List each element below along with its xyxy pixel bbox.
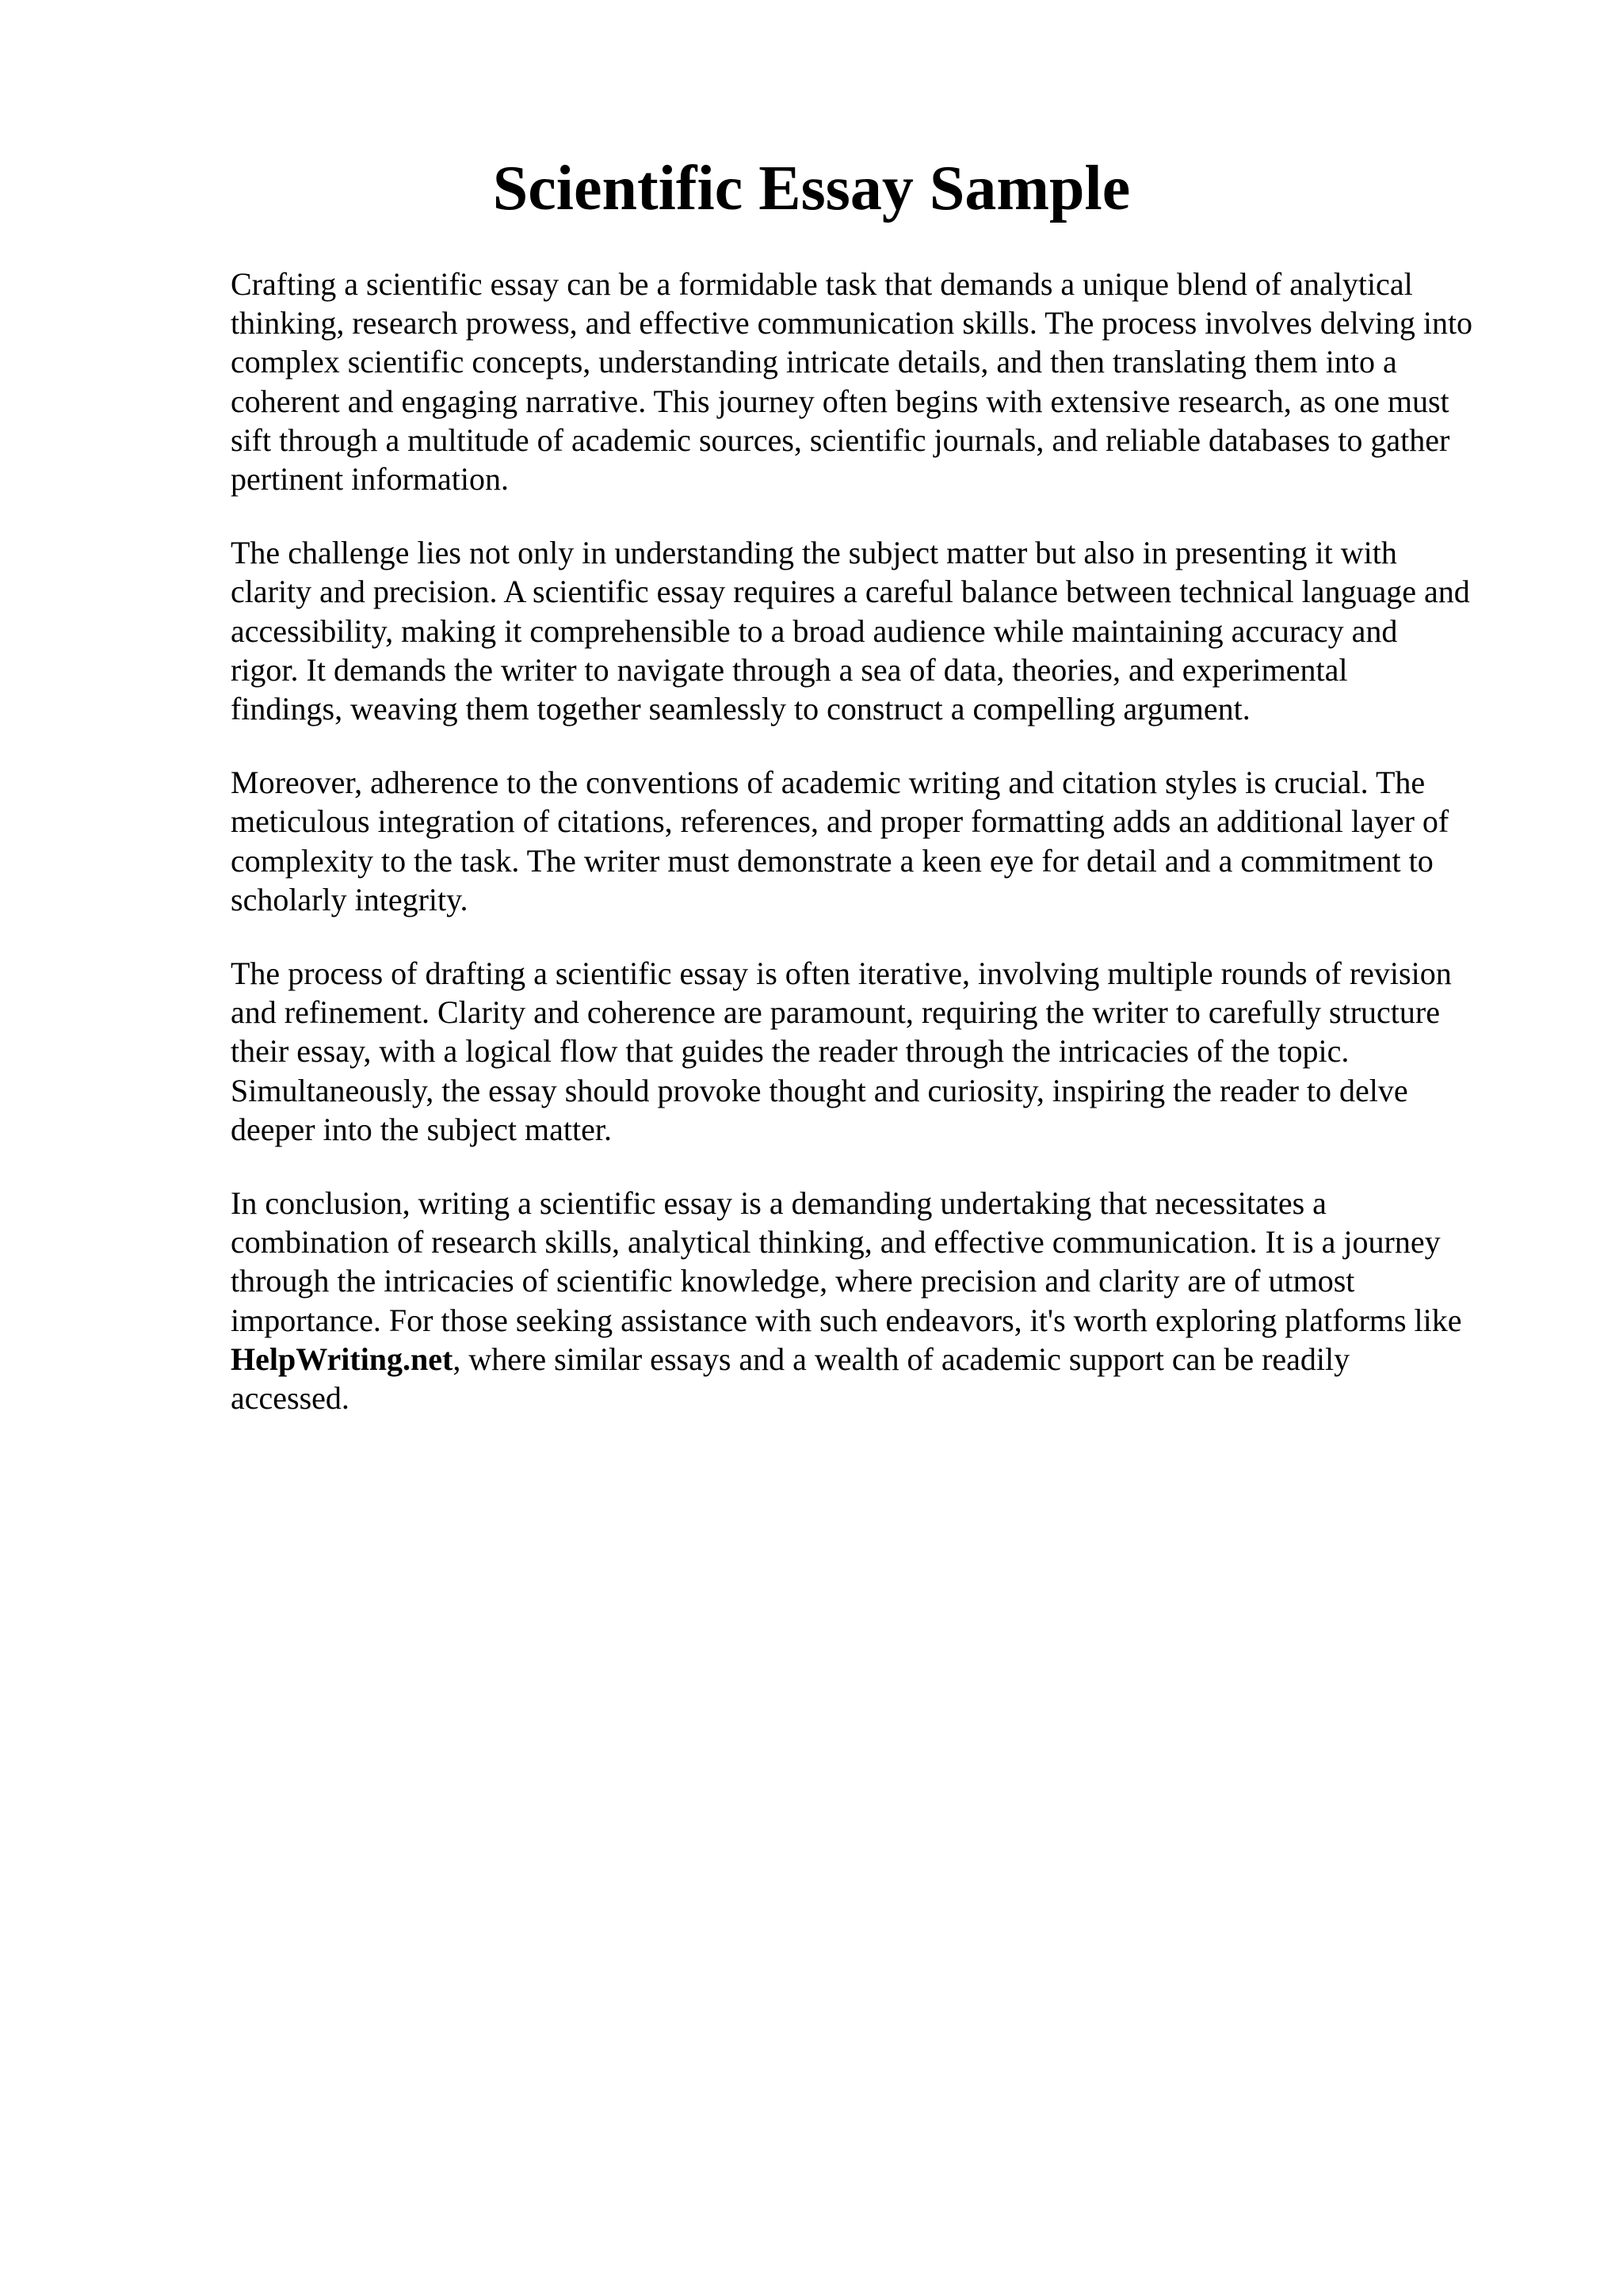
text-fragment: , where similar essays and a wealth of academic support can be readily [453, 1341, 1350, 1377]
helpwriting-brand-link[interactable]: HelpWriting.net [231, 1341, 453, 1377]
text-line: thinking, research prowess, and effective communication skills. The process involves delving into [231, 305, 1473, 341]
text-line: sift through a multitude of academic sources, scientific journals, and reliable databases to gather [231, 421, 1450, 458]
text-line: rigor. It demands the writer to navigate through a sea of data, theories, and experimental [231, 651, 1348, 688]
essay-body [231, 265, 1518, 1452]
text-line-with-brand [231, 1340, 1518, 1379]
text-line: accessed. [231, 1380, 349, 1417]
text-line: Simultaneously, the essay should provoke thought and curiosity, inspiring the reader to delve [231, 1072, 1408, 1108]
text-line: clarity and precision. A scientific essay requires a careful balance between technical language and [231, 574, 1470, 610]
text-line: The challenge lies not only in understanding the subject matter but also in presenting it with [231, 535, 1397, 571]
paragraph-2 [231, 533, 1518, 728]
text-line: findings, weaving them together seamlessly to construct a compelling argument. [231, 691, 1251, 727]
text-line: accessibility, making it comprehensible to a broad audience while maintaining accuracy and [231, 612, 1398, 649]
text-line: In conclusion, writing a scientific essay is a demanding undertaking that necessitates a [231, 1185, 1327, 1222]
paragraph-4 [231, 954, 1518, 1149]
text-line: deeper into the subject matter. [231, 1111, 612, 1147]
text-line: Moreover, adherence to the conventions of academic writing and citation styles is crucial. The [231, 765, 1426, 801]
text-line: their essay, with a logical flow that guides the reader through the intricacies of the topic. [231, 1033, 1350, 1070]
paragraph-5 [231, 1184, 1518, 1417]
text-line: scholarly integrity. [231, 881, 468, 917]
text-line: through the intricacies of scientific knowledge, where precision and clarity are of utmost [231, 1263, 1355, 1299]
text-line: complex scientific concepts, understanding intricate details, and then translating them into a [231, 344, 1397, 380]
text-line: and refinement. Clarity and coherence are paramount, requiring the writer to carefully structure [231, 994, 1440, 1031]
paragraph-1 [231, 265, 1518, 498]
document-title: Scientific Essay Sample [492, 154, 1131, 223]
text-line: The process of drafting a scientific essay is often iterative, involving multiple rounds of revision [231, 955, 1452, 992]
text-line: coherent and engaging narrative. This journey often begins with extensive research, as one must [231, 383, 1449, 419]
paragraph-3 [231, 763, 1518, 919]
text-line: complexity to the task. The writer must demonstrate a keen eye for detail and a commitment to [231, 842, 1434, 879]
text-line: Crafting a scientific essay can be a formidable task that demands a unique blend of analytical [231, 266, 1413, 302]
text-line: meticulous integration of citations, references, and proper formatting adds an additional layer of [231, 803, 1449, 840]
text-line: combination of research skills, analytical thinking, and effective communication. It is a journey [231, 1224, 1441, 1261]
text-line: importance. For those seeking assistance with such endeavors, it's worth exploring platforms like [231, 1302, 1462, 1338]
text-line: pertinent information. [231, 461, 510, 498]
